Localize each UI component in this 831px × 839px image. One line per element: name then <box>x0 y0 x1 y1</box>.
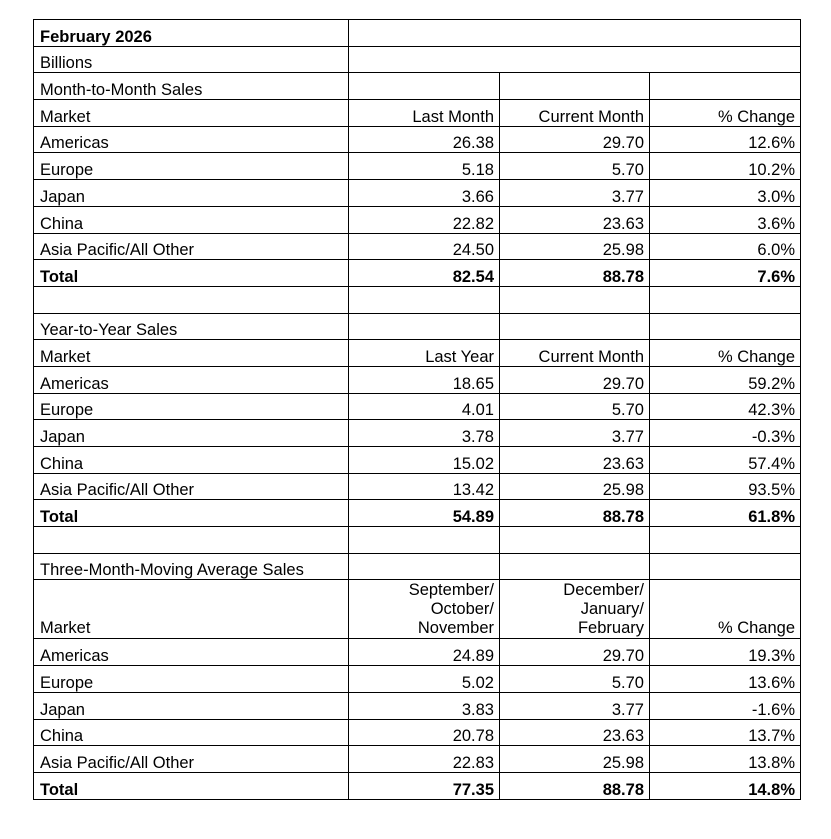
market-cell: Europe <box>34 393 349 420</box>
current-value-cell: 5.70 <box>500 153 650 180</box>
report-title: February 2026 <box>34 20 349 47</box>
table-row <box>34 206 801 233</box>
market-cell: China <box>34 447 349 474</box>
total-prev-cell: 82.54 <box>349 260 500 287</box>
total-label: Total <box>34 260 349 287</box>
empty-cell <box>650 553 801 580</box>
total-row <box>34 260 801 287</box>
total-label: Total <box>34 772 349 799</box>
change-cell: 93.5% <box>650 473 801 500</box>
prev-value-cell: 15.02 <box>349 447 500 474</box>
market-cell: Japan <box>34 180 349 207</box>
table-row <box>34 180 801 207</box>
change-cell: -1.6% <box>650 692 801 719</box>
prev-value-cell: 26.38 <box>349 126 500 153</box>
change-cell: 12.6% <box>650 126 801 153</box>
spacer-row <box>34 286 801 313</box>
total-change-cell: 7.6% <box>650 260 801 287</box>
market-cell: Japan <box>34 692 349 719</box>
column-header: % Change <box>650 100 801 127</box>
column-header: Market <box>34 340 349 367</box>
column-header <box>349 580 500 639</box>
change-cell: 59.2% <box>650 366 801 393</box>
column-header <box>500 580 650 639</box>
title-row <box>34 20 801 47</box>
market-cell: Japan <box>34 420 349 447</box>
empty-cell <box>349 313 500 340</box>
market-cell: Asia Pacific/All Other <box>34 473 349 500</box>
current-value-cell: 23.63 <box>500 447 650 474</box>
table-row <box>34 366 801 393</box>
section-title: Three-Month-Moving Average Sales <box>34 553 349 580</box>
empty-cell <box>650 527 801 554</box>
total-current-cell: 88.78 <box>500 260 650 287</box>
table-row <box>34 692 801 719</box>
table-row <box>34 639 801 666</box>
units-label: Billions <box>34 46 349 73</box>
empty-cell <box>650 313 801 340</box>
prev-value-cell: 3.66 <box>349 180 500 207</box>
column-header: Current Month <box>500 340 650 367</box>
section-title: Month-to-Month Sales <box>34 73 349 100</box>
prev-value-cell: 24.50 <box>349 233 500 260</box>
empty-cell <box>500 553 650 580</box>
empty-cell <box>650 286 801 313</box>
market-cell: Americas <box>34 366 349 393</box>
column-header: % Change <box>650 340 801 367</box>
table-row <box>34 746 801 773</box>
column-header-row <box>34 340 801 367</box>
current-value-cell: 3.77 <box>500 180 650 207</box>
table-row <box>34 126 801 153</box>
market-cell: China <box>34 719 349 746</box>
empty-cell <box>34 527 349 554</box>
column-header-line: February <box>577 619 644 638</box>
current-value-cell: 25.98 <box>500 746 650 773</box>
prev-value-cell: 5.18 <box>349 153 500 180</box>
market-cell: Asia Pacific/All Other <box>34 746 349 773</box>
table-row <box>34 447 801 474</box>
empty-cell <box>500 73 650 100</box>
empty-cell <box>500 313 650 340</box>
table-row <box>34 420 801 447</box>
change-cell: 3.0% <box>650 180 801 207</box>
change-cell: -0.3% <box>650 420 801 447</box>
prev-value-cell: 4.01 <box>349 393 500 420</box>
column-header-line: December/ <box>563 581 644 600</box>
change-cell: 10.2% <box>650 153 801 180</box>
total-prev-cell: 54.89 <box>349 500 500 527</box>
change-cell: 13.6% <box>650 666 801 693</box>
table-row <box>34 473 801 500</box>
total-change-cell: 14.8% <box>650 772 801 799</box>
market-cell: Americas <box>34 126 349 153</box>
prev-value-cell: 24.89 <box>349 639 500 666</box>
current-value-cell: 25.98 <box>500 473 650 500</box>
column-header-line: October/ <box>430 600 494 619</box>
change-cell: 13.7% <box>650 719 801 746</box>
column-header-line: January/ <box>580 600 644 619</box>
column-header: Current Month <box>500 100 650 127</box>
change-cell: 42.3% <box>650 393 801 420</box>
table-row <box>34 393 801 420</box>
section-title: Year-to-Year Sales <box>34 313 349 340</box>
change-cell: 6.0% <box>650 233 801 260</box>
units-row <box>34 46 801 73</box>
empty-cell <box>500 286 650 313</box>
current-value-cell: 3.77 <box>500 692 650 719</box>
prev-value-cell: 3.83 <box>349 692 500 719</box>
column-header: Last Year <box>349 340 500 367</box>
current-value-cell: 5.70 <box>500 393 650 420</box>
prev-value-cell: 5.02 <box>349 666 500 693</box>
current-value-cell: 23.63 <box>500 719 650 746</box>
column-header: Market <box>34 100 349 127</box>
total-change-cell: 61.8% <box>650 500 801 527</box>
table-row <box>34 666 801 693</box>
column-header: Last Month <box>349 100 500 127</box>
section-title-row <box>34 73 801 100</box>
column-header: % Change <box>650 580 801 639</box>
market-cell: Europe <box>34 666 349 693</box>
section-title-row <box>34 313 801 340</box>
change-cell: 19.3% <box>650 639 801 666</box>
empty-cell <box>650 73 801 100</box>
column-header-line: September/ <box>408 581 494 600</box>
table-row <box>34 153 801 180</box>
market-cell: Asia Pacific/All Other <box>34 233 349 260</box>
total-current-cell: 88.78 <box>500 500 650 527</box>
table-row <box>34 719 801 746</box>
empty-cell <box>500 527 650 554</box>
prev-value-cell: 18.65 <box>349 366 500 393</box>
change-cell: 3.6% <box>650 206 801 233</box>
current-value-cell: 29.70 <box>500 639 650 666</box>
section-title-row <box>34 553 801 580</box>
table-row <box>34 233 801 260</box>
column-header-row <box>34 580 801 639</box>
total-prev-cell: 77.35 <box>349 772 500 799</box>
empty-cell <box>349 46 801 73</box>
prev-value-cell: 20.78 <box>349 719 500 746</box>
current-value-cell: 3.77 <box>500 420 650 447</box>
market-cell: Americas <box>34 639 349 666</box>
current-value-cell: 25.98 <box>500 233 650 260</box>
empty-cell <box>349 73 500 100</box>
empty-cell <box>349 20 801 47</box>
current-value-cell: 23.63 <box>500 206 650 233</box>
column-header: Market <box>34 580 349 639</box>
current-value-cell: 29.70 <box>500 126 650 153</box>
empty-cell <box>349 286 500 313</box>
total-row <box>34 500 801 527</box>
current-value-cell: 5.70 <box>500 666 650 693</box>
empty-cell <box>34 286 349 313</box>
empty-cell <box>349 527 500 554</box>
prev-value-cell: 22.82 <box>349 206 500 233</box>
column-header-line: November <box>417 619 494 638</box>
total-row <box>34 772 801 799</box>
change-cell: 13.8% <box>650 746 801 773</box>
prev-value-cell: 13.42 <box>349 473 500 500</box>
empty-cell <box>349 553 500 580</box>
market-cell: Europe <box>34 153 349 180</box>
market-cell: China <box>34 206 349 233</box>
total-current-cell: 88.78 <box>500 772 650 799</box>
prev-value-cell: 22.83 <box>349 746 500 773</box>
current-value-cell: 29.70 <box>500 366 650 393</box>
change-cell: 57.4% <box>650 447 801 474</box>
total-label: Total <box>34 500 349 527</box>
prev-value-cell: 3.78 <box>349 420 500 447</box>
spacer-row <box>34 527 801 554</box>
sales-table <box>33 19 801 800</box>
column-header-row <box>34 100 801 127</box>
